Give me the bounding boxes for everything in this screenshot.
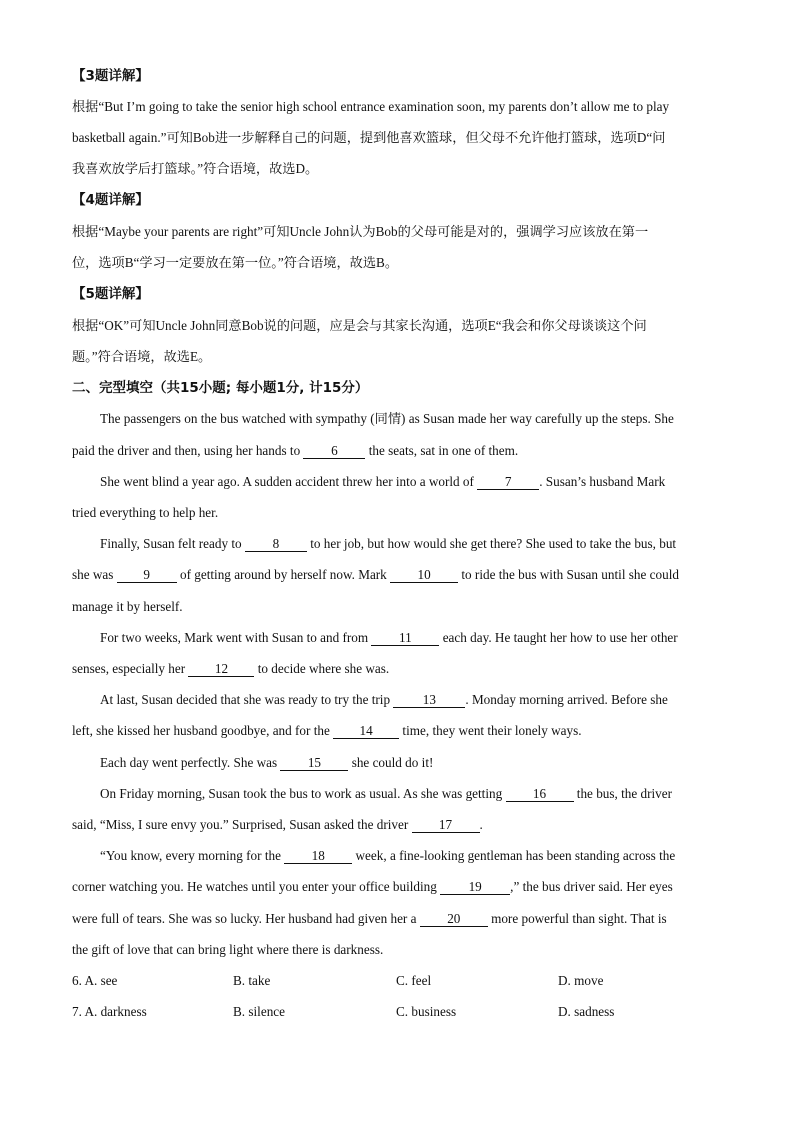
blank-12: 12	[188, 661, 254, 677]
section-title: 二、完型填空（共15小题; 每小题1分, 计15分）	[72, 380, 369, 396]
q5-heading: 【5题详解】	[72, 286, 149, 302]
blank-20: 20	[420, 911, 488, 927]
passage-line: The passengers on the bus watched with sympathy (同情) as Susan made her way carefully up the steps. She	[100, 411, 674, 426]
passage-line: Each day went perfectly. She was 15 she could do it!	[100, 755, 434, 770]
blank-11: 11	[371, 630, 439, 646]
blank-17: 17	[412, 817, 480, 833]
passage-line: She went blind a year ago. A sudden accident threw her into a world of 7 . Susan’s husband Mark	[100, 474, 666, 489]
q6-option-a: 6. A. see	[72, 973, 118, 988]
blank-15: 15	[280, 755, 348, 771]
q7-option-d: D. sadness	[558, 1004, 615, 1019]
blank-18: 18	[284, 848, 352, 864]
q5-explanation-line1: 根据“OK”可知Uncle John同意Bob说的问题，应是会与其家长沟通，选项E“我会和你父母谈谈这个问	[72, 318, 647, 333]
passage-line: manage it by herself.	[72, 599, 183, 614]
passage-line: senses, especially her 12 to decide where she was.	[72, 661, 390, 676]
passage-line: On Friday morning, Susan took the bus to work as usual. As she was getting 16 the bus, the driver	[100, 786, 673, 801]
passage-line: For two weeks, Mark went with Susan to and from 11 each day. He taught her how to use her other	[100, 630, 678, 645]
q3-explanation-line3: 我喜欢放学后打篮球。”符合语境，故选D。	[72, 161, 319, 176]
q7-option-a: 7. A. darkness	[72, 1004, 147, 1019]
q4-heading: 【4题详解】	[72, 192, 149, 208]
q6-option-b: B. take	[233, 973, 271, 988]
blank-6: 6	[303, 443, 365, 459]
q3-explanation-line2: basketball again.”可知Bob进一步解释自己的问题，提到他喜欢篮球，但父母不允许他打篮球，选项D“问	[72, 130, 666, 145]
q7-option-b: B. silence	[233, 1004, 286, 1019]
q4-explanation-line2: 位，选项B“学习一定要放在第一位。”符合语境，故选B。	[72, 255, 399, 270]
q6-option-d: D. move	[558, 973, 604, 988]
passage-line: said, “Miss, I sure envy you.” Surprised, Susan asked the driver 17 .	[72, 817, 483, 832]
passage-line: “You know, every morning for the 18 week, a fine-looking gentleman has been standing across the	[100, 848, 676, 863]
passage-line: corner watching you. He watches until you enter your office building 19 ,” the bus driver said. Her eyes	[72, 879, 673, 894]
blank-9: 9	[117, 567, 177, 583]
blank-7: 7	[477, 474, 539, 490]
blank-13: 13	[393, 692, 465, 708]
passage-line: she was 9 of getting around by herself now. Mark 10 to ride the bus with Susan until she could	[72, 567, 679, 582]
blank-8: 8	[245, 536, 307, 552]
passage-line: left, she kissed her husband goodbye, and for the 14 time, they went their lonely ways.	[72, 723, 582, 738]
q7-option-c: C. business	[396, 1004, 457, 1019]
passage-line: the gift of love that can bring light where there is darkness.	[72, 942, 384, 957]
blank-10: 10	[390, 567, 458, 583]
q3-explanation-line1: 根据“But I’m going to take the senior high school entrance examination soon, my parents don’t allow me to play	[72, 99, 670, 114]
passage-line: paid the driver and then, using her hands to 6 the seats, sat in one of them.	[72, 443, 519, 458]
passage-line: tried everything to help her.	[72, 505, 219, 520]
passage-line: were full of tears. She was so lucky. Her husband had given her a 20 more powerful than sight. That is	[72, 911, 667, 926]
passage-line: Finally, Susan felt ready to 8 to her job, but how would she get there? She used to take the bus, but	[100, 536, 677, 551]
q4-explanation-line1: 根据“Maybe your parents are right”可知Uncle John认为Bob的父母可能是对的，强调学习应该放在第一	[72, 224, 649, 239]
q3-heading: 【3题详解】	[72, 68, 149, 84]
blank-19: 19	[440, 879, 510, 895]
blank-16: 16	[506, 786, 574, 802]
blank-14: 14	[333, 723, 399, 739]
passage-line: At last, Susan decided that she was ready to try the trip 13 . Monday morning arrived. Before she	[100, 692, 668, 707]
q6-option-c: C. feel	[396, 973, 432, 988]
q5-explanation-line2: 题。”符合语境，故选E。	[72, 349, 212, 364]
